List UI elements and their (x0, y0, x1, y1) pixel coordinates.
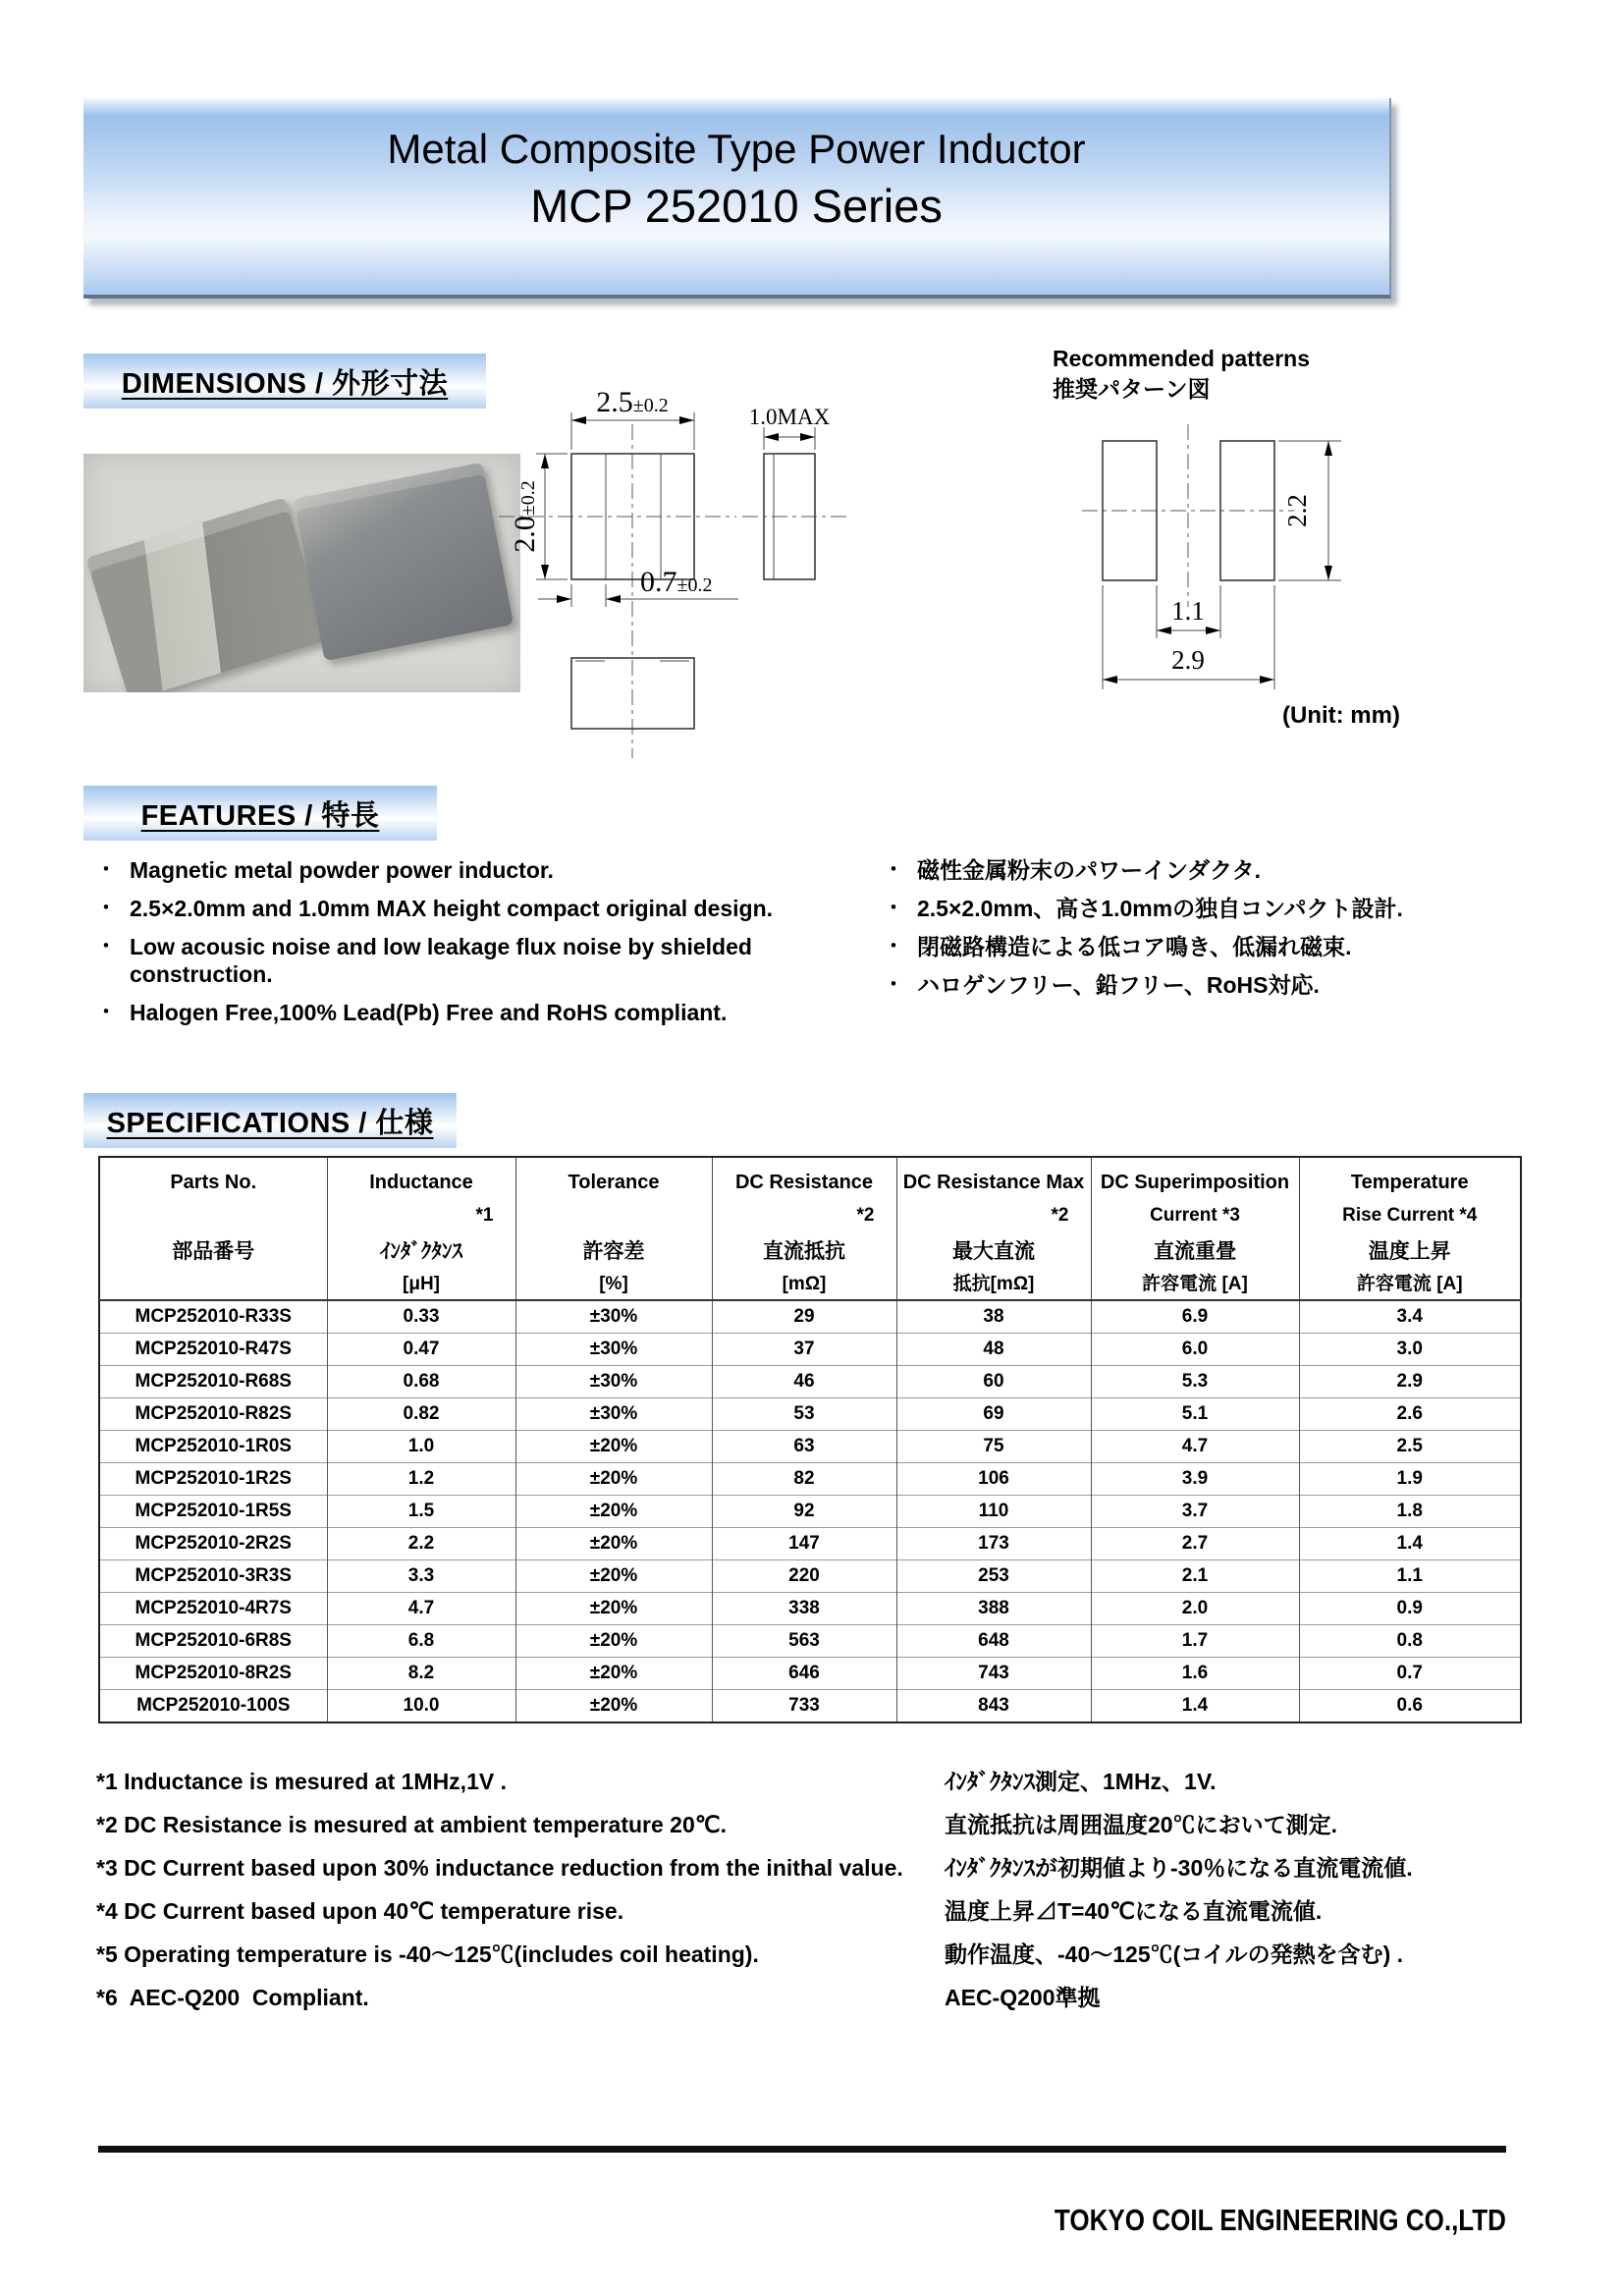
notes-list-jp (945, 1768, 1612, 2027)
spec-row (99, 1463, 1521, 1496)
spec-row (99, 1398, 1521, 1431)
spec-header-row (99, 1157, 1521, 1300)
unit-note: (Unit: mm) (1282, 702, 1400, 729)
cell-dc-resistance: 147 (712, 1528, 896, 1560)
note-item-en: *2 DC Resistance is mesured at ambient temperature 20℃. (96, 1812, 727, 1837)
dim-pad-span: 2.9 (1171, 645, 1205, 675)
cell-dc-resistance-max: 48 (896, 1334, 1091, 1366)
feature-item-jp: ・ 閉磁路構造による低コア鳴き、低漏れ磁束. (882, 933, 1608, 960)
spec-column-header: Inductance *1 ｲﾝﾀﾞｸﾀﾝｽ [μH] (327, 1157, 515, 1300)
spec-row (99, 1431, 1521, 1463)
spec-row (99, 1496, 1521, 1528)
cell-temperature-rise-current: 1.1 (1299, 1560, 1521, 1593)
cell-parts-no: MCP252010-2R2S (99, 1528, 327, 1560)
features-heading: FEATURES / 特長 (140, 799, 380, 832)
dim-terminal-width: 0.7±0.2 (640, 566, 713, 598)
cell-inductance: 8.2 (327, 1658, 515, 1690)
spec-column-header: DC Resistance *2 直流抵抗 [mΩ] (712, 1157, 896, 1300)
cell-dc-resistance: 29 (712, 1300, 896, 1334)
specifications-table (98, 1156, 1522, 1723)
cell-dc-resistance: 92 (712, 1496, 896, 1528)
note-item-en: *1 Inductance is mesured at 1MHz,1V . (96, 1769, 507, 1794)
cell-tolerance: ±20% (515, 1658, 712, 1690)
cell-parts-no: MCP252010-100S (99, 1690, 327, 1723)
cell-dc-resistance: 338 (712, 1593, 896, 1625)
features-list-en (94, 856, 880, 1037)
cell-temperature-rise-current: 1.9 (1299, 1463, 1521, 1496)
feature-item-en: ・ Low acousic noise and low leakage flux noise by shielded construction. (94, 933, 880, 988)
features-section-header (83, 786, 437, 841)
cell-dc-superimposition-current: 6.0 (1091, 1334, 1299, 1366)
cell-tolerance: ±20% (515, 1625, 712, 1658)
cell-inductance: 1.0 (327, 1431, 515, 1463)
cell-tolerance: ±20% (515, 1463, 712, 1496)
note-item-en: *5 Operating temperature is -40～125℃(includes coil heating). (96, 1941, 759, 1967)
recommended-pattern-drawing (1060, 412, 1532, 746)
cell-inductance: 0.82 (327, 1398, 515, 1431)
cell-parts-no: MCP252010-1R2S (99, 1463, 327, 1496)
cell-tolerance: ±20% (515, 1690, 712, 1723)
spec-row (99, 1528, 1521, 1560)
cell-dc-superimposition-current: 1.7 (1091, 1625, 1299, 1658)
cell-parts-no: MCP252010-R33S (99, 1300, 327, 1334)
cell-tolerance: ±30% (515, 1366, 712, 1398)
cell-inductance: 1.2 (327, 1463, 515, 1496)
cell-inductance: 0.33 (327, 1300, 515, 1334)
feature-item-jp: ・ ハロゲンフリー、鉛フリー、RoHS対応. (882, 971, 1608, 999)
footer-rule (98, 2146, 1506, 2153)
cell-parts-no: MCP252010-8R2S (99, 1658, 327, 1690)
dim-body-width: 2.5±0.2 (596, 386, 669, 418)
cell-parts-no: MCP252010-1R5S (99, 1496, 327, 1528)
cell-dc-resistance-max: 106 (896, 1463, 1091, 1496)
cell-inductance: 1.5 (327, 1496, 515, 1528)
cell-dc-resistance-max: 110 (896, 1496, 1091, 1528)
cell-tolerance: ±20% (515, 1528, 712, 1560)
recommended-patterns-jp: 推奨パターン図 (1053, 376, 1211, 402)
cell-dc-superimposition-current: 6.9 (1091, 1300, 1299, 1334)
note-item-en: *6 AEC-Q200 Compliant. (96, 1985, 369, 2010)
notes-list-en (96, 1768, 931, 2027)
spec-row (99, 1560, 1521, 1593)
cell-temperature-rise-current: 1.4 (1299, 1528, 1521, 1560)
specifications-section-header (83, 1093, 457, 1148)
cell-dc-resistance: 82 (712, 1463, 896, 1496)
cell-parts-no: MCP252010-4R7S (99, 1593, 327, 1625)
features-list-jp (882, 856, 1608, 1010)
cell-dc-resistance-max: 38 (896, 1300, 1091, 1334)
cell-parts-no: MCP252010-R68S (99, 1366, 327, 1398)
inductor-chip-left (85, 497, 328, 692)
feature-item-en: ・ Halogen Free,100% Lead(Pb) Free and RoHS compliant. (94, 999, 880, 1026)
spec-column-header: DC Resistance Max *2 最大直流 抵抗[mΩ] (896, 1157, 1091, 1300)
spec-row (99, 1593, 1521, 1625)
cell-tolerance: ±20% (515, 1496, 712, 1528)
cell-dc-resistance-max: 388 (896, 1593, 1091, 1625)
cell-dc-superimposition-current: 5.3 (1091, 1366, 1299, 1398)
cell-inductance: 10.0 (327, 1690, 515, 1723)
cell-parts-no: MCP252010-R47S (99, 1334, 327, 1366)
cell-dc-superimposition-current: 4.7 (1091, 1431, 1299, 1463)
cell-parts-no: MCP252010-R82S (99, 1398, 327, 1431)
cell-dc-resistance: 53 (712, 1398, 896, 1431)
cell-tolerance: ±20% (515, 1593, 712, 1625)
cell-dc-resistance: 563 (712, 1625, 896, 1658)
cell-dc-resistance: 46 (712, 1366, 896, 1398)
cell-dc-resistance: 646 (712, 1658, 896, 1690)
cell-dc-resistance: 733 (712, 1690, 896, 1723)
spec-row (99, 1690, 1521, 1723)
dimension-drawing-views (393, 334, 1041, 766)
cell-dc-resistance-max: 173 (896, 1528, 1091, 1560)
cell-dc-superimposition-current: 3.9 (1091, 1463, 1299, 1496)
recommended-patterns-label (1053, 344, 1310, 405)
cell-dc-superimposition-current: 3.7 (1091, 1496, 1299, 1528)
note-item-en: *3 DC Current based upon 30% inductance reduction from the inithal value. (96, 1855, 903, 1881)
cell-inductance: 2.2 (327, 1528, 515, 1560)
cell-dc-superimposition-current: 1.4 (1091, 1690, 1299, 1723)
spec-row (99, 1366, 1521, 1398)
cell-tolerance: ±20% (515, 1431, 712, 1463)
cell-temperature-rise-current: 0.9 (1299, 1593, 1521, 1625)
company-name: TOKYO COIL ENGINEERING CO.,LTD (1054, 2203, 1506, 2237)
cell-inductance: 0.47 (327, 1334, 515, 1366)
cell-temperature-rise-current: 3.0 (1299, 1334, 1521, 1366)
cell-dc-resistance-max: 648 (896, 1625, 1091, 1658)
cell-dc-resistance-max: 743 (896, 1658, 1091, 1690)
note-item-en: *4 DC Current based upon 40℃ temperature rise. (96, 1898, 624, 1924)
dim-pad-height: 2.2 (1282, 494, 1312, 527)
cell-tolerance: ±30% (515, 1398, 712, 1431)
dim-body-height: 2.0±0.2 (509, 480, 541, 553)
feature-item-jp: ・ 2.5×2.0mm、高さ1.0mmの独自コンパクト設計. (882, 895, 1608, 922)
doc-title-line1: Metal Composite Type Power Inductor (387, 126, 1086, 172)
note-item-jp: 動作温度、-40～125℃(コイルの発熱を含む) . (945, 1941, 1404, 1967)
dim-thickness: 1.0MAX (748, 405, 831, 429)
cell-dc-superimposition-current: 2.1 (1091, 1560, 1299, 1593)
cell-dc-superimposition-current: 2.0 (1091, 1593, 1299, 1625)
cell-tolerance: ±30% (515, 1334, 712, 1366)
cell-inductance: 6.8 (327, 1625, 515, 1658)
cell-inductance: 0.68 (327, 1366, 515, 1398)
note-item-jp: 温度上昇⊿T=40℃になる直流電流値. (945, 1898, 1323, 1924)
cell-parts-no: MCP252010-1R0S (99, 1431, 327, 1463)
cell-parts-no: MCP252010-3R3S (99, 1560, 327, 1593)
cell-tolerance: ±20% (515, 1560, 712, 1593)
spec-row (99, 1625, 1521, 1658)
cell-temperature-rise-current: 2.6 (1299, 1398, 1521, 1431)
spec-column-header: Tolerance 許容差 [%] (515, 1157, 712, 1300)
cell-dc-resistance-max: 60 (896, 1366, 1091, 1398)
dimensions-heading: DIMENSIONS / 外形寸法 (121, 367, 449, 400)
recommended-patterns-en: Recommended patterns (1053, 346, 1311, 371)
cell-dc-resistance-max: 75 (896, 1431, 1091, 1463)
cell-parts-no: MCP252010-6R8S (99, 1625, 327, 1658)
spec-column-header: Parts No. 部品番号 (99, 1157, 327, 1300)
spec-row (99, 1300, 1521, 1334)
cell-dc-superimposition-current: 5.1 (1091, 1398, 1299, 1431)
spec-column-header: Temperature Rise Current *4 温度上昇 許容電流 [A] (1299, 1157, 1521, 1300)
cell-dc-superimposition-current: 1.6 (1091, 1658, 1299, 1690)
cell-dc-resistance-max: 69 (896, 1398, 1091, 1431)
cell-temperature-rise-current: 2.5 (1299, 1431, 1521, 1463)
cell-dc-resistance: 63 (712, 1431, 896, 1463)
note-item-jp: ｲﾝﾀﾞｸﾀﾝｽ測定、1MHz、1V. (945, 1769, 1217, 1794)
spec-row (99, 1334, 1521, 1366)
cell-temperature-rise-current: 3.4 (1299, 1300, 1521, 1334)
note-item-jp: AEC-Q200準拠 (945, 1985, 1101, 2010)
cell-inductance: 3.3 (327, 1560, 515, 1593)
cell-dc-superimposition-current: 2.7 (1091, 1528, 1299, 1560)
spec-column-header: DC Superimposition Current *3 直流重畳 許容電流 [A] (1091, 1157, 1299, 1300)
cell-temperature-rise-current: 0.7 (1299, 1658, 1521, 1690)
cell-inductance: 4.7 (327, 1593, 515, 1625)
note-item-jp: 直流抵抗は周囲温度20℃において測定. (945, 1812, 1337, 1837)
cell-temperature-rise-current: 0.8 (1299, 1625, 1521, 1658)
doc-title-line2: MCP 252010 Series (530, 180, 943, 232)
dim-pad-gap: 1.1 (1171, 596, 1205, 626)
feature-item-jp: ・ 磁性金属粉末のパワーインダクタ. (882, 856, 1608, 884)
feature-item-en: ・ Magnetic metal powder power inductor. (94, 856, 880, 884)
specifications-heading: SPECIFICATIONS / 仕様 (106, 1107, 434, 1139)
cell-temperature-rise-current: 1.8 (1299, 1496, 1521, 1528)
cell-temperature-rise-current: 2.9 (1299, 1366, 1521, 1398)
cell-temperature-rise-current: 0.6 (1299, 1690, 1521, 1723)
note-item-jp: ｲﾝﾀﾞｸﾀﾝｽが初期値より-30％になる直流電流値. (945, 1855, 1413, 1881)
spec-row (99, 1658, 1521, 1690)
cell-dc-resistance-max: 843 (896, 1690, 1091, 1723)
cell-dc-resistance-max: 253 (896, 1560, 1091, 1593)
cell-dc-resistance: 37 (712, 1334, 896, 1366)
title-banner (83, 98, 1391, 299)
feature-item-en: ・ 2.5×2.0mm and 1.0mm MAX height compact original design. (94, 895, 880, 922)
cell-dc-resistance: 220 (712, 1560, 896, 1593)
cell-tolerance: ±30% (515, 1300, 712, 1334)
